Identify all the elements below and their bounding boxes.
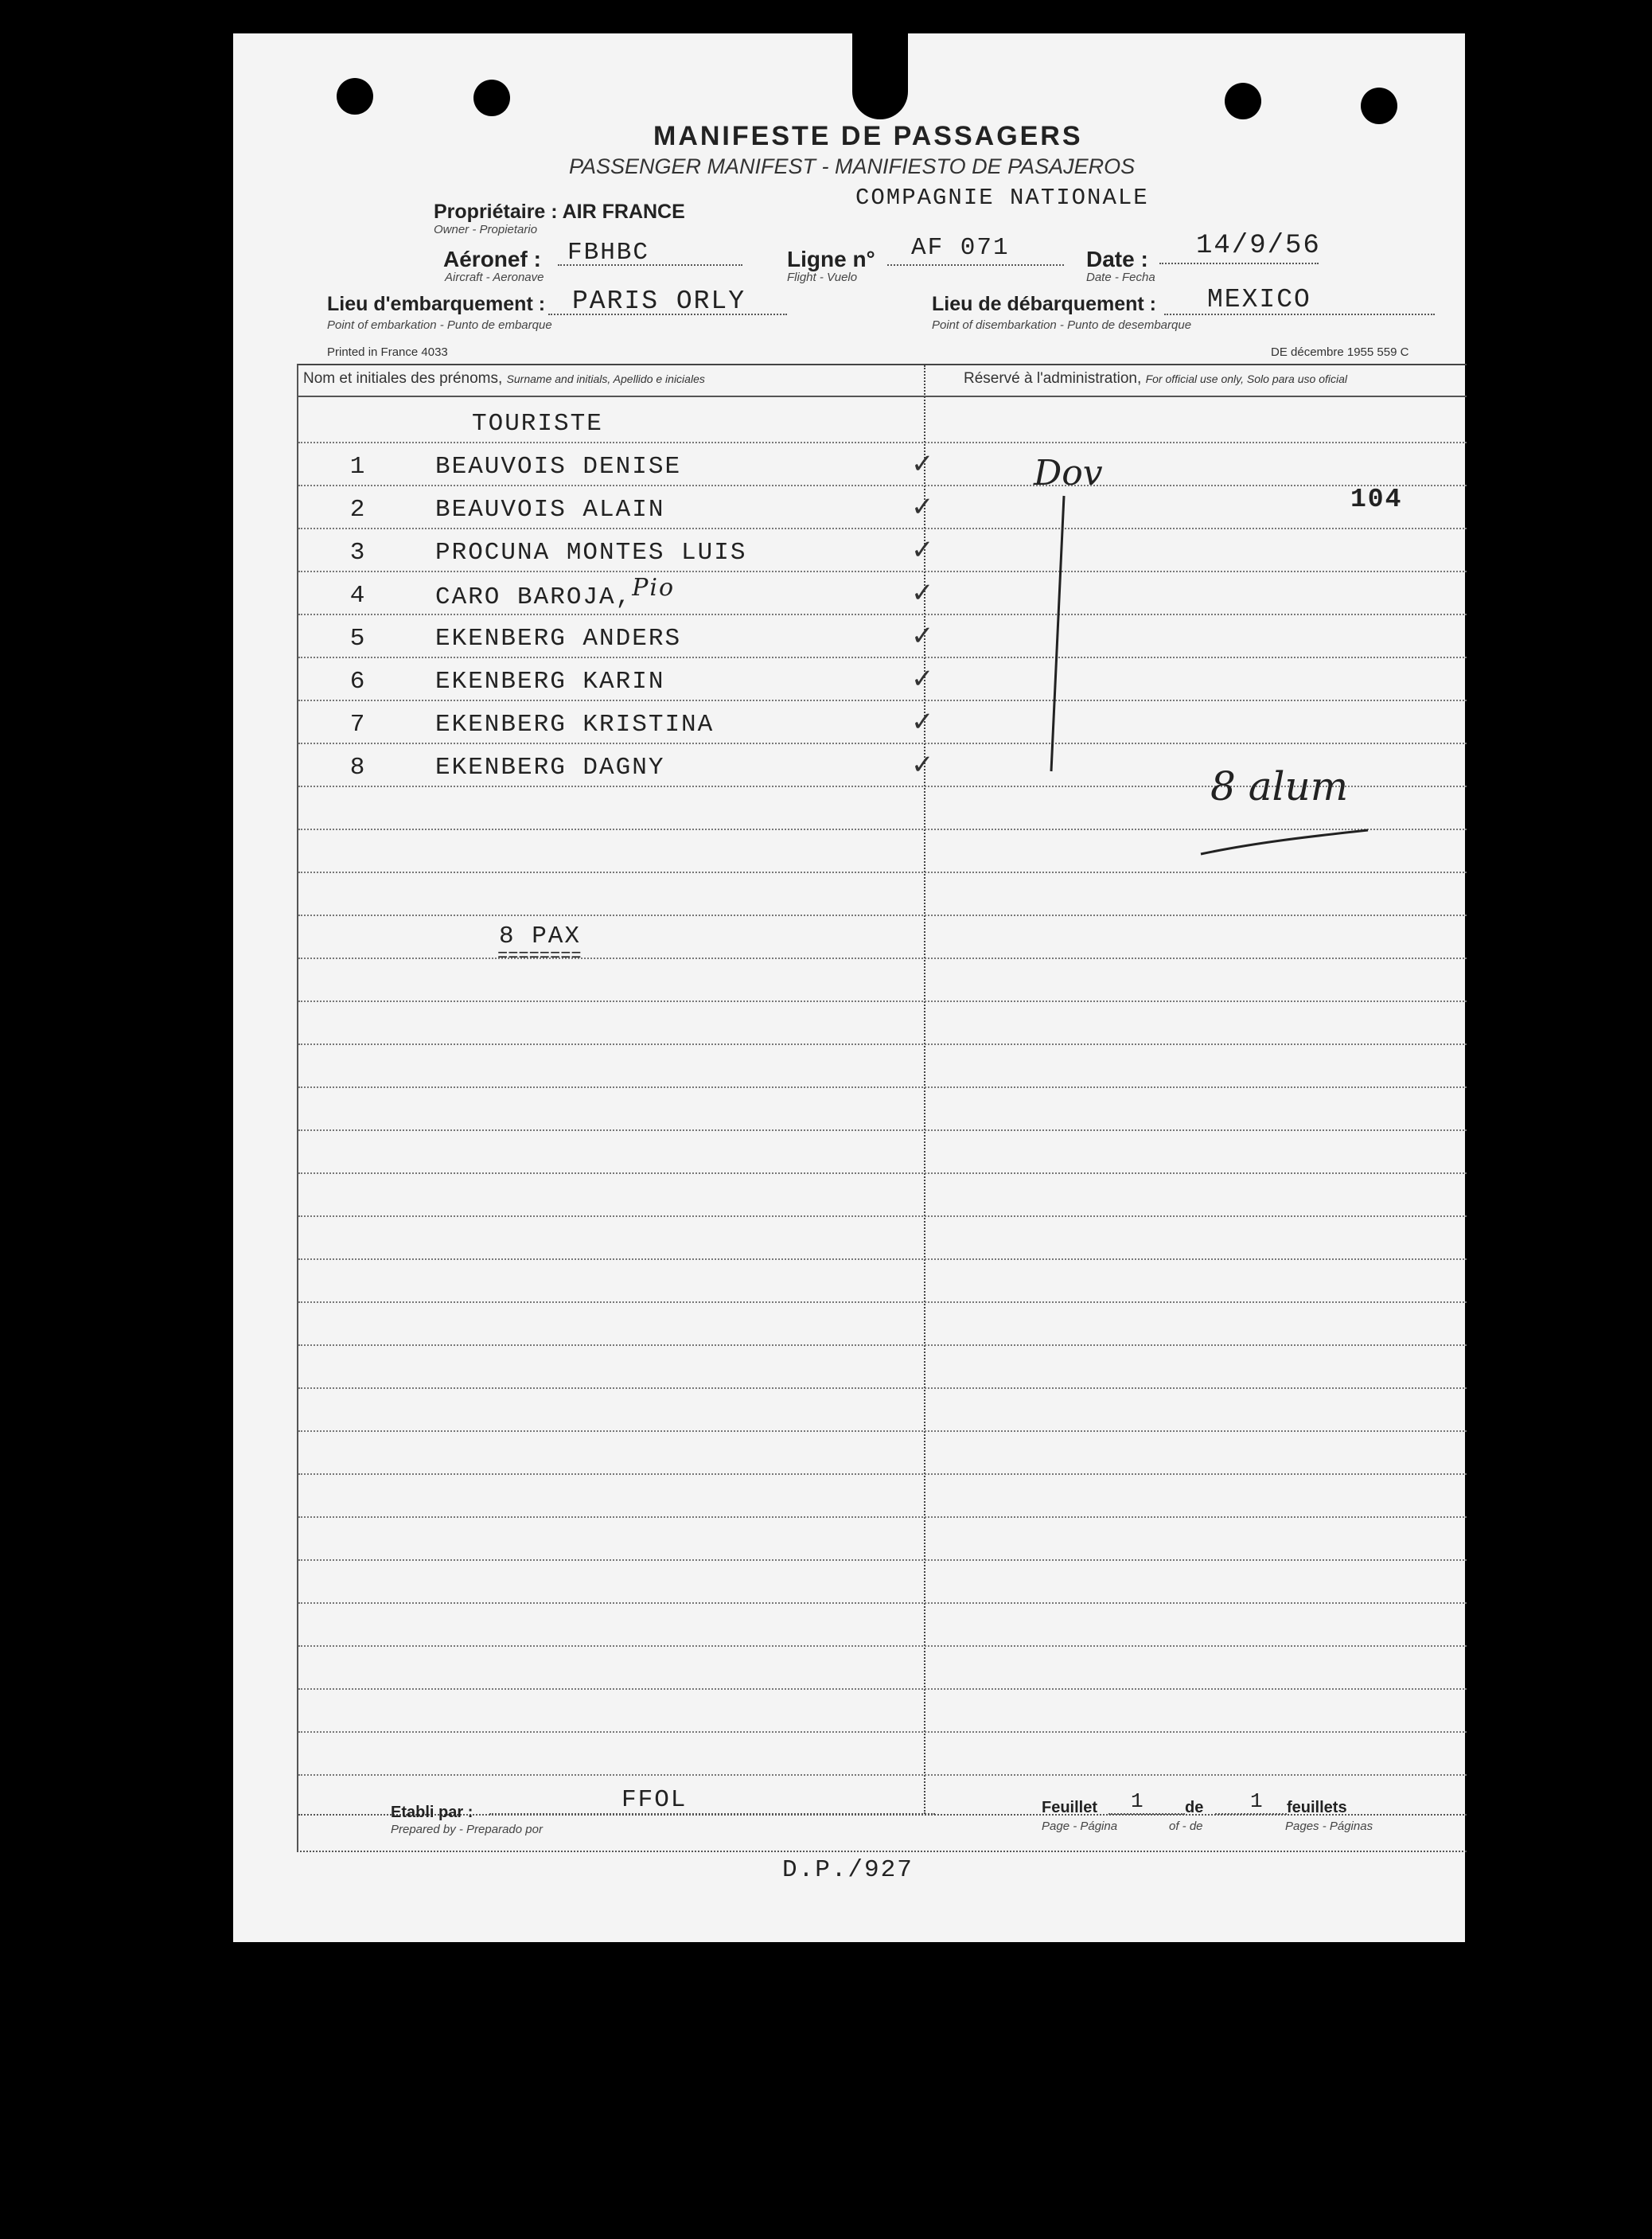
owner-label: Propriétaire : AIR FRANCE (434, 201, 685, 223)
ruled-line (298, 1172, 1467, 1174)
class-label: TOURISTE (472, 410, 603, 438)
embark-label: Lieu d'embarquement : (327, 293, 546, 315)
ruled-line (298, 1086, 1467, 1088)
ruled-line (298, 872, 1467, 873)
passenger-number: 8 (349, 754, 367, 782)
total-underline: ======== (497, 946, 582, 966)
of-label: de (1185, 1799, 1204, 1816)
flight-sublabel: Flight - Vuelo (787, 271, 858, 284)
of-sublabel: of - de (1169, 1820, 1203, 1833)
prepared-by-sublabel: Prepared by - Preparado por (391, 1823, 543, 1836)
passenger-number: 4 (349, 582, 367, 610)
ruled-line (298, 571, 1467, 572)
handwritten-bracket-line (1046, 493, 1070, 779)
flight-value: AF 071 (911, 234, 1010, 262)
side-number: 104 (1350, 485, 1403, 514)
admin-handwritten-count: 8 alum (1210, 763, 1349, 809)
passenger-number: 5 (349, 625, 367, 653)
punch-hole (1225, 83, 1261, 119)
ruled-line (298, 1129, 1467, 1131)
passenger-name: BEAUVOIS ALAIN (435, 496, 665, 524)
ruled-line (298, 396, 1467, 397)
prepared-by-label: Etabli par : (391, 1804, 473, 1821)
admin-handwritten-note: Dov (1034, 453, 1103, 493)
ruled-line (298, 1559, 1467, 1561)
ruled-line (298, 614, 1467, 615)
passenger-name: EKENBERG KARIN (435, 668, 665, 696)
check-mark-icon: ✓ (911, 749, 934, 781)
page-value: 1 (1131, 1789, 1145, 1813)
document-title: MANIFESTE DE PASSAGERS (653, 121, 1083, 151)
ruled-line (298, 1688, 1467, 1690)
passenger-name: EKENBERG DAGNY (435, 754, 665, 782)
manifest-page (233, 33, 1465, 1942)
ruled-line (298, 442, 1467, 443)
punch-hole (337, 78, 373, 115)
ruled-line (298, 657, 1467, 658)
punch-notch (852, 32, 908, 119)
ruled-line (298, 958, 1467, 959)
ruled-line (298, 1430, 1467, 1432)
pages-label: feuillets (1287, 1799, 1347, 1816)
owner-sublabel: Owner - Propietario (434, 223, 538, 236)
passenger-number: 7 (349, 711, 367, 739)
embark-sublabel: Point of embarkation - Punto de embarque (327, 318, 552, 332)
passenger-name: PROCUNA MONTES LUIS (435, 539, 747, 567)
prepared-by-value: FFOL (621, 1786, 688, 1814)
punch-hole (1361, 88, 1397, 124)
ruled-line (298, 915, 1467, 916)
ruled-line (298, 1001, 1467, 1002)
passenger-name: CARO BAROJA,Pio (435, 574, 676, 611)
page-label: Feuillet (1042, 1799, 1098, 1816)
disembark-value: MEXICO (1207, 285, 1311, 314)
ruled-line (298, 743, 1467, 744)
ruled-line (298, 528, 1467, 529)
handwritten-annotation: Pio (632, 574, 676, 602)
embark-value: PARIS ORLY (572, 287, 746, 316)
check-mark-icon: ✓ (911, 663, 934, 695)
date-value: 14/9/56 (1196, 231, 1321, 261)
passenger-number: 2 (349, 496, 367, 524)
ruled-line (298, 1215, 1467, 1217)
punch-hole (473, 80, 510, 116)
printed-in-france: Printed in France 4033 (327, 345, 448, 359)
handwritten-underline (1198, 827, 1373, 859)
check-mark-icon: ✓ (911, 620, 934, 652)
ruled-line (298, 1043, 1467, 1045)
page-sublabel: Page - Página (1042, 1820, 1118, 1833)
passenger-name: EKENBERG KRISTINA (435, 711, 715, 739)
ruled-line (298, 1602, 1467, 1604)
ruled-line (298, 1645, 1467, 1647)
ruled-line (298, 1473, 1467, 1475)
document-subtitle: PASSENGER MANIFEST - MANIFIESTO DE PASAJEROS (569, 154, 1136, 178)
ruled-line (298, 1301, 1467, 1303)
aircraft-label: Aéronef : (443, 247, 541, 271)
company-name: COMPAGNIE NATIONALE (855, 185, 1149, 211)
check-mark-icon: ✓ (911, 491, 934, 523)
ruled-line (298, 1731, 1467, 1733)
ruled-line (298, 1516, 1467, 1518)
flight-label: Ligne n° (787, 247, 875, 271)
passenger-number: 6 (349, 668, 367, 696)
ruled-line (298, 485, 1467, 486)
total-pages-value: 1 (1250, 1789, 1264, 1813)
passenger-name: BEAUVOIS DENISE (435, 453, 682, 481)
check-mark-icon: ✓ (911, 706, 934, 738)
total-passengers: 8 PAX (499, 923, 582, 950)
check-mark-icon: ✓ (911, 577, 934, 609)
ruled-line (298, 1344, 1467, 1346)
passenger-number: 1 (349, 453, 367, 481)
ruled-line (298, 1387, 1467, 1389)
passenger-name: EKENBERG ANDERS (435, 625, 682, 653)
pages-sublabel: Pages - Páginas (1285, 1820, 1373, 1833)
form-reference: DE décembre 1955 559 C (1271, 345, 1409, 359)
disembark-label: Lieu de débarquement : (932, 293, 1156, 315)
ruled-line (298, 1258, 1467, 1260)
check-mark-icon: ✓ (911, 534, 934, 566)
ruled-line (298, 700, 1467, 701)
check-mark-icon: ✓ (911, 448, 934, 480)
date-sublabel: Date - Fecha (1086, 271, 1155, 284)
passenger-table (297, 364, 1467, 1852)
ruled-line (298, 1774, 1467, 1776)
passenger-number: 3 (349, 539, 367, 567)
date-label: Date : (1086, 247, 1148, 271)
aircraft-value: FBHBC (567, 239, 650, 267)
col-admin-header: Réservé à l'administration, For official use only, Solo para uso oficial (964, 370, 1347, 387)
disembark-sublabel: Point of disembarkation - Punto de desembarque (932, 318, 1192, 332)
aircraft-sublabel: Aircraft - Aeronave (445, 271, 544, 284)
document-number: D.P./927 (782, 1856, 914, 1884)
col-name-header: Nom et initiales des prénoms, Surname and initials, Apellido e iniciales (303, 370, 705, 387)
